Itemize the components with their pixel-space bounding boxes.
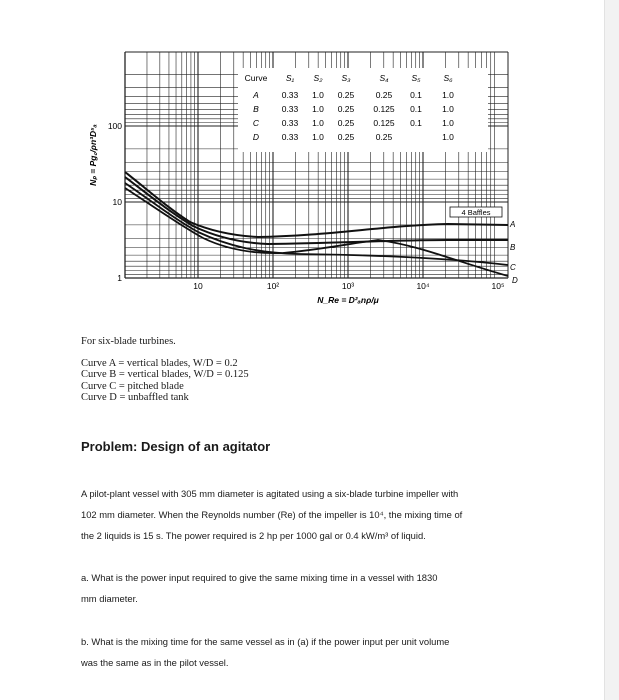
table-cell: 0.33 bbox=[281, 118, 299, 128]
table-cell: A bbox=[253, 90, 259, 100]
table-cell: 1.0 bbox=[442, 118, 454, 128]
table-cell: 0.33 bbox=[281, 104, 299, 114]
statement-line: 102 mm diameter. When the Reynolds number (Re) of the impeller is 10⁴, the mixing time of bbox=[81, 509, 463, 520]
x-tick-label: 10³ bbox=[341, 281, 355, 291]
table-cell: 1.0 bbox=[442, 104, 454, 114]
x-tick-label: 10⁴ bbox=[416, 281, 430, 291]
curve-a bbox=[125, 172, 508, 237]
table-cell: 1.0 bbox=[312, 104, 324, 114]
curve-label: A bbox=[510, 220, 516, 229]
table-cell: D bbox=[252, 132, 260, 142]
table-cell: 1.0 bbox=[442, 90, 454, 100]
table-cell: 0.33 bbox=[281, 132, 299, 142]
y-axis-label: Nₚ = Pg꜀/ρn³D⁵ₐ bbox=[88, 124, 98, 186]
table-cell: 0.25 bbox=[337, 104, 355, 114]
table-cell: C bbox=[252, 118, 260, 128]
question-b-line: was the same as in the pilot vessel. bbox=[81, 657, 229, 668]
table-header: S₅ bbox=[411, 73, 421, 83]
power-curves bbox=[125, 172, 508, 276]
power-number-figure bbox=[78, 40, 528, 310]
curve-label: D bbox=[512, 276, 518, 285]
table-cell: 0.125 bbox=[373, 118, 395, 128]
power-number-chart bbox=[78, 40, 528, 310]
x-tick-label: 10 bbox=[193, 281, 203, 291]
x-tick-label: 10² bbox=[266, 281, 280, 291]
caption-line: Curve A = vertical blades, W/D = 0.2 bbox=[81, 357, 238, 369]
table-cell: 0.25 bbox=[337, 132, 355, 142]
curve-d bbox=[125, 188, 508, 276]
question-b bbox=[81, 631, 541, 673]
table-cell: B bbox=[253, 104, 259, 114]
table-cell: 0.1 bbox=[410, 104, 422, 114]
x-axis-label: N_Re = D²ₐnρ/μ bbox=[317, 295, 379, 305]
table-header: S₄ bbox=[379, 73, 389, 83]
table-cell: 1.0 bbox=[312, 90, 324, 100]
table-cell: 0.25 bbox=[375, 132, 393, 142]
table-cell: 0.25 bbox=[337, 118, 355, 128]
table-header: Curve bbox=[244, 73, 268, 83]
y-tick-label: 100 bbox=[107, 121, 122, 131]
x-tick-label: 10⁵ bbox=[491, 281, 505, 291]
table-header: S₁ bbox=[285, 73, 295, 83]
question-a bbox=[81, 567, 541, 609]
table-cell: 1.0 bbox=[312, 118, 324, 128]
table-cell: 0.1 bbox=[410, 118, 422, 128]
table-cell: 1.0 bbox=[312, 132, 324, 142]
question-b-line: b. What is the mixing time for the same vessel as in (a) if the power input per unit volume bbox=[81, 636, 450, 647]
problem-title: Problem: Design of an agitator bbox=[81, 439, 271, 454]
statement-line: the 2 liquids is 15 s. The power required is 2 hp per 1000 gal or 0.4 kW/m³ of liquid. bbox=[81, 530, 426, 541]
table-cell: 0.125 bbox=[373, 104, 395, 114]
figure-caption bbox=[81, 336, 249, 404]
table-cell: 0.25 bbox=[337, 90, 355, 100]
caption-line: Curve B = vertical blades, W/D = 0.125 bbox=[81, 369, 249, 380]
caption-title: For six-blade turbines. bbox=[81, 336, 176, 347]
question-a-line: mm diameter. bbox=[81, 593, 138, 604]
page-edge bbox=[604, 0, 619, 700]
problem-statement bbox=[81, 483, 541, 546]
table-header: S₂ bbox=[313, 73, 323, 83]
table-cell: 0.1 bbox=[410, 90, 422, 100]
curve-label: C bbox=[510, 263, 516, 272]
table-header: S₆ bbox=[443, 73, 453, 83]
baffles-label: 4 Baffles bbox=[461, 208, 491, 217]
statement-line: A pilot-plant vessel with 305 mm diameter is agitated using a six-blade turbine impeller with bbox=[81, 488, 459, 499]
question-a-line: a. What is the power input required to give the same mixing time in a vessel with 1830 bbox=[81, 572, 438, 583]
curve-label: B bbox=[510, 243, 516, 252]
table-cell: 0.33 bbox=[281, 90, 299, 100]
caption-line: Curve D = unbaffled tank bbox=[81, 392, 189, 403]
table-cell: 1.0 bbox=[442, 132, 454, 142]
table-cell: 0.25 bbox=[375, 90, 393, 100]
caption-line: Curve C = pitched blade bbox=[81, 380, 184, 392]
y-tick-label: 1 bbox=[117, 273, 122, 283]
y-tick-label: 10 bbox=[112, 197, 122, 207]
table-header: S₃ bbox=[341, 73, 351, 83]
